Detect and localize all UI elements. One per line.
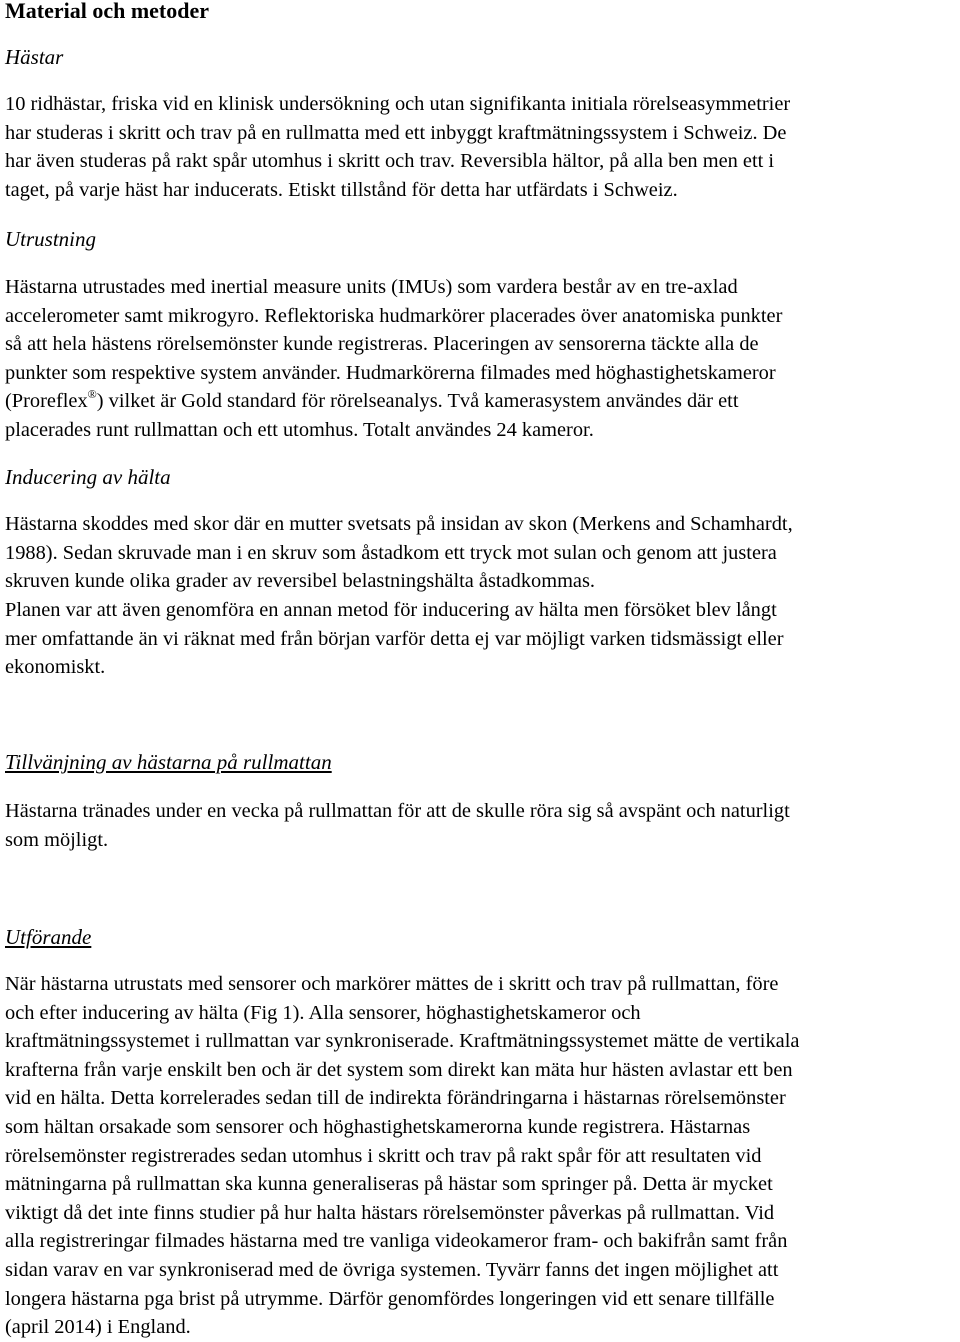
- paragraph-inducering-1: [5, 510, 793, 596]
- text-line: viktigt då det inte finns studier på hur halta hästars rörelsemönster påverkas på rullmattan. Vid: [5, 1201, 775, 1224]
- text-line: mätningarna på rullmattan ska kunna generaliseras på hästar som springer på. Detta är mycket: [5, 1173, 773, 1196]
- text-line: accelerometer samt mikrogyro. Reflektoriska hudmarkörer placerades över anatomiska punkter: [5, 304, 783, 327]
- paragraph-tillvanjning: [5, 797, 790, 854]
- text-line: [5, 387, 782, 416]
- text-line: och efter inducering av hälta (Fig 1). Alla sensorer, höghastighetskameror och: [5, 1001, 641, 1024]
- paragraph-utrustning: [5, 273, 782, 445]
- text-line: mer omfattande än vi räknat med från början varför detta ej var möjligt varken tidsmässigt eller: [5, 627, 784, 650]
- text-line: 10 ridhästar, friska vid en klinisk undersökning och utan signifikanta initiala rörelseasymmetrier: [5, 93, 791, 115]
- text-fragment: ) vilket är Gold standard för rörelseanalys. Två kamerasystem användes där ett: [96, 390, 739, 413]
- text-line: sidan varav en var synkroniserad med de övriga systemen. Tyvärr fanns det ingen möjlighet att: [5, 1258, 779, 1281]
- text-line: punkter som respektive system använder. Hudmarkörerna filmades med höghastighetskameror: [5, 361, 776, 384]
- text-line: Hästarna tränades under en vecka på rullmattan för att de skulle röra sig så avspänt och naturligt: [5, 800, 790, 822]
- section-heading-inducering: Inducering av hälta: [5, 465, 171, 489]
- text-line: Planen var att även genomföra en annan metod för inducering av hälta men försöket blev långt: [5, 599, 777, 621]
- text-line: som möjligt.: [5, 828, 109, 851]
- section-heading-utrustning: Utrustning: [5, 227, 97, 251]
- text-line: 1988). Sedan skruvade man i en skruv som åstadkom ett tryck mot sulan och genom att justera: [5, 541, 777, 564]
- text-line: så att hela hästens rörelsemönster kunde registreras. Placeringen av sensorerna täckte alla de: [5, 333, 759, 356]
- section-heading-tillvanjning: Tillvänjning av hästarna på rullmattan: [5, 750, 332, 774]
- text-line: skruven kunde olika grader av reversibel belastningshälta åstadkommas.: [5, 570, 596, 593]
- text-line: (april 2014) i England.: [5, 1316, 191, 1339]
- text-line: ekonomiskt.: [5, 656, 106, 679]
- text-line: krafterna från varje enskilt ben och är det system som direkt kan mäta hur hästen avlastar ett ben: [5, 1058, 793, 1081]
- paragraph-inducering-2: [5, 596, 784, 682]
- page-title: Material och metoder: [5, 0, 210, 23]
- section-heading-utforande: Utförande: [5, 925, 92, 949]
- text-fragment: (Proreflex: [5, 390, 88, 413]
- paragraph-utforande: [5, 970, 799, 1342]
- text-line: Hästarna skoddes med skor där en mutter svetsats på insidan av skon (Merkens and Schamhardt,: [5, 513, 793, 535]
- paragraph-hastar: [5, 90, 790, 204]
- text-line: rörelsemönster registrerades sedan utomhus i skritt och trav på rakt spår för att resultaten vid: [5, 1144, 762, 1167]
- text-line: longera hästarna pga brist på utrymme. Därför genomfördes longeringen vid ett senare tillfälle: [5, 1287, 775, 1310]
- text-line: alla registreringar filmades hästarna med tre vanliga videokameror fram- och bakifrån samt från: [5, 1230, 788, 1253]
- text-line: har även studeras på rakt spår utomhus i skritt och trav. Reversibla hältor, på alla ben men ett i: [5, 150, 775, 173]
- text-line: placerades runt rullmattan och ett utomhus. Totalt användes 24 kameror.: [5, 418, 594, 441]
- text-line: vid en hälta. Detta korrelerades sedan till de indirekta förändringarna i hästarnas rörelsemönster: [5, 1087, 786, 1110]
- text-line: Hästarna utrustades med inertial measure units (IMUs) som vardera består av en tre-axlad: [5, 276, 738, 298]
- text-line: kraftmätningssystemet i rullmattan var synkroniserade. Kraftmätningssystemet mätte de vertikala: [5, 1030, 800, 1053]
- text-line: taget, på varje häst har inducerats. Etiskt tillstånd för detta har utfärdats i Schweiz.: [5, 178, 678, 201]
- registered-trademark-mark: ®: [87, 386, 97, 401]
- section-heading-hastar: Hästar: [5, 45, 64, 69]
- text-line: När hästarna utrustats med sensorer och markörer mättes de i skritt och trav på rullmattan, före: [5, 973, 779, 995]
- text-line: som hältan orsakade som sensorer och höghastighetskamerorna kunde registrera. Hästarnas: [5, 1115, 751, 1138]
- text-line: har studeras i skritt och trav på en rullmatta med ett inbyggt kraftmätningssystem i Schweiz. De: [5, 121, 787, 144]
